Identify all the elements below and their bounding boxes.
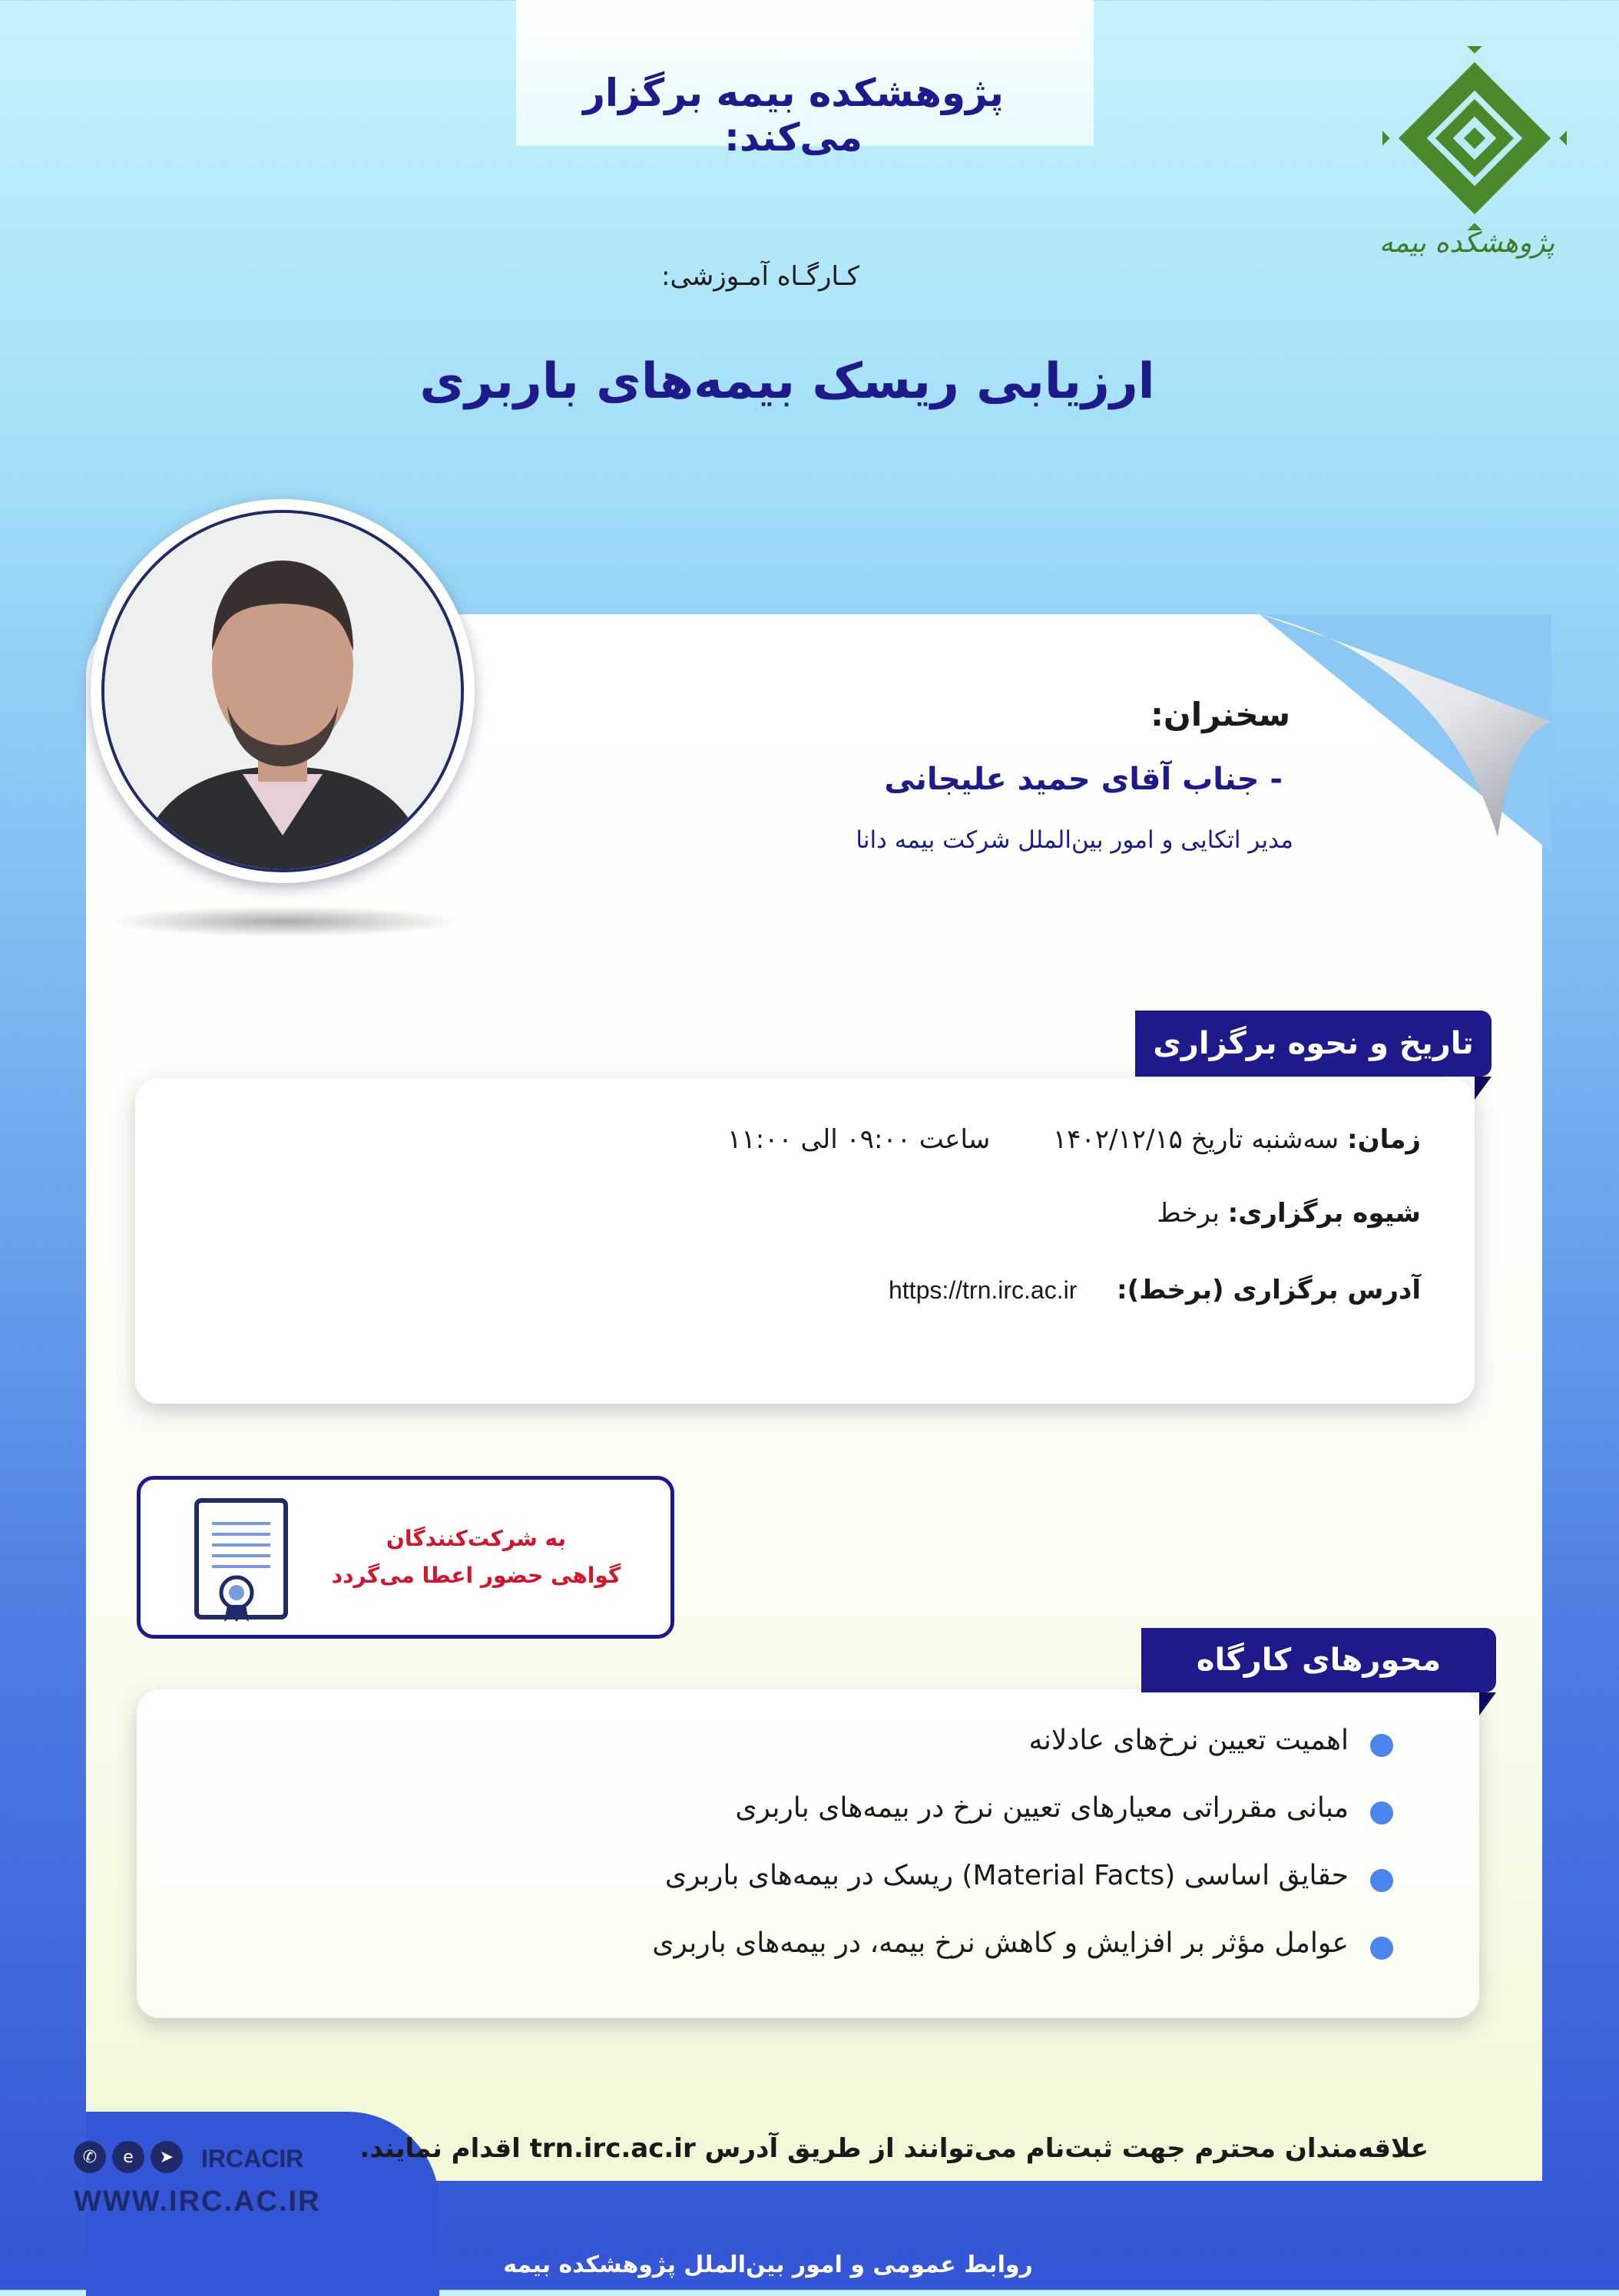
schedule-address-row [889, 1275, 1421, 1305]
time-label: زمان: [1346, 1124, 1421, 1155]
topic-bullet [1370, 1869, 1393, 1892]
workshop-label: کـارگـاه آمـوزشی: [661, 261, 859, 292]
speaker-portrait-icon [104, 513, 461, 869]
certificate-line1: به شرکت‌کنندگان [386, 1526, 567, 1551]
page-curl-decoration [1260, 607, 1551, 852]
website-link[interactable]: WWW.IRC.AC.IR [74, 2185, 321, 2218]
speaker-heading: سخنران: [1151, 696, 1290, 733]
speaker-name: - جناب آقای حمید علیجانی [884, 762, 1283, 797]
photo-shadow [108, 906, 461, 937]
social-icons [74, 2141, 183, 2173]
address-link[interactable]: https://trn.irc.ac.ir [888, 1276, 1078, 1304]
topic-item: اهمیت تعیین نرخ‌های عادلانه [1028, 1725, 1349, 1756]
logo-text: پژوهشکده بیمه [1379, 227, 1555, 259]
topics-tab-fold [1479, 1692, 1496, 1715]
workshop-title: ارزیابی ریسک بیمه‌های باربری [419, 353, 1155, 410]
speaker-role: مدیر اتکایی و امور بین‌الملل شرکت بیمه دانا [856, 826, 1293, 854]
schedule-time-row [727, 1124, 1421, 1155]
topics-tab [1141, 1628, 1496, 1692]
topic-bullet [1370, 1734, 1393, 1757]
date-text: سه‌شنبه تاریخ ۱۴۰۲/۱۲/۱۵ [1052, 1124, 1339, 1155]
diamond-logo-icon [1382, 46, 1567, 230]
telegram-icon[interactable]: ➤ [151, 2141, 183, 2173]
schedule-tab [1135, 1011, 1492, 1077]
topic-item: مبانی مقرراتی معیارهای تعیین نرخ در بیمه‌های باربری [735, 1792, 1349, 1824]
footer-text: روابط عمومی و امور بین‌الملل پژوهشکده بیمه [503, 2251, 1033, 2278]
schedule-mode-row [1157, 1198, 1421, 1229]
certificate-text [307, 1520, 645, 1594]
eitaa-icon[interactable]: e [112, 2141, 144, 2173]
header-title: پژوهشکده بیمه برگزار می‌کند: [583, 71, 1004, 160]
social-handle[interactable]: IRCACIR [201, 2145, 304, 2172]
certificate-icon [194, 1497, 289, 1623]
topic-item: حقایق اساسی (Material Facts) ریسک در بیمه‌های باربری [664, 1860, 1349, 1891]
whatsapp-icon[interactable]: ✆ [74, 2141, 106, 2173]
topic-bullet [1370, 1937, 1393, 1960]
topic-bullet [1370, 1801, 1393, 1825]
topics-tab-label: محورهای کارگاه [1196, 1643, 1442, 1678]
hours-text: ساعت ۰۹:۰۰ الی ۱۱:۰۰ [727, 1124, 991, 1155]
mode-value: برخط [1157, 1198, 1220, 1229]
certificate-line2: گواهی حضور اعطا می‌گردد [331, 1563, 621, 1588]
topic-item: عوامل مؤثر بر افزایش و کاهش نرخ بیمه، در بیمه‌های باربری [652, 1927, 1349, 1959]
speaker-photo [101, 510, 464, 872]
registration-text: علاقه‌مندان محترم جهت ثبت‌نام می‌توانند از طریق آدرس trn.irc.ac.ir اقدام نمایند. [359, 2133, 1429, 2164]
institute-logo [1379, 46, 1567, 292]
mode-label: شیوه برگزاری: [1227, 1198, 1421, 1229]
address-label: آدرس برگزاری (برخط): [1117, 1275, 1421, 1305]
schedule-tab-label: تاریخ و نحوه برگزاری [1153, 1026, 1474, 1061]
schedule-tab-fold [1475, 1077, 1492, 1100]
